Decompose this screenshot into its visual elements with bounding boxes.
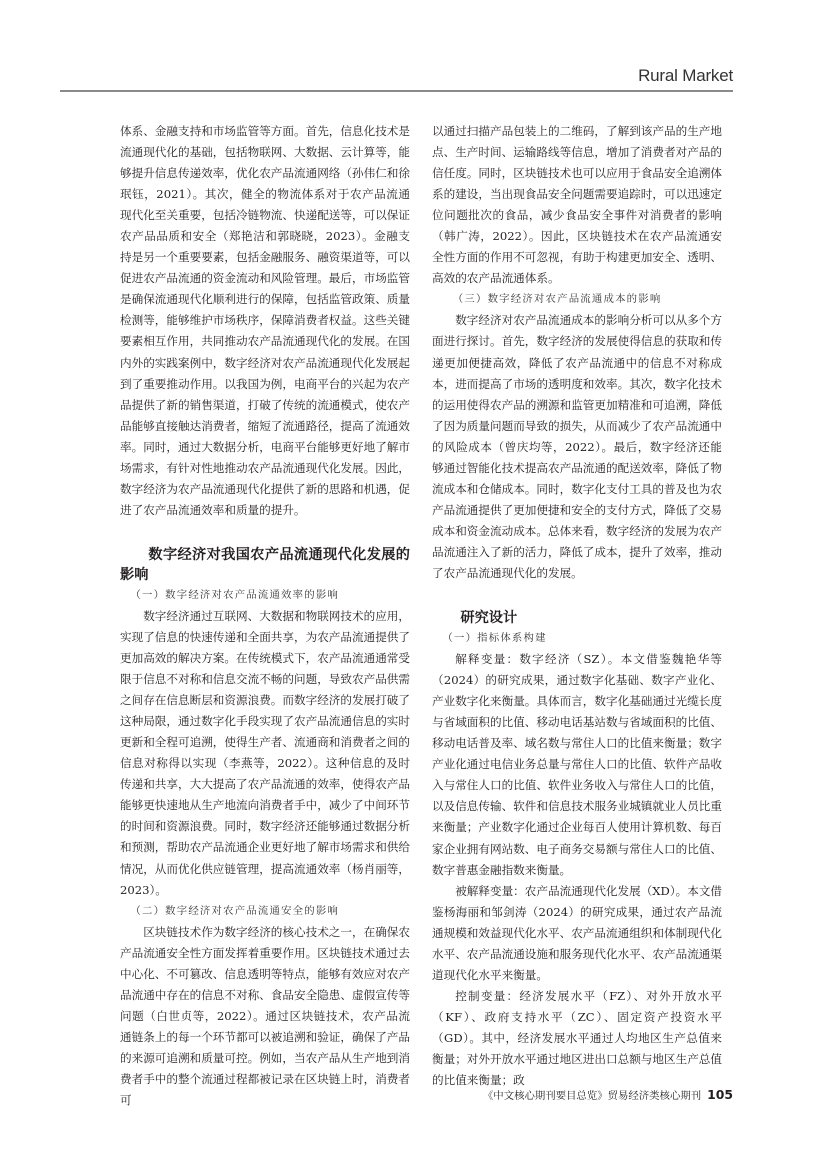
page-number: 105 [707, 1087, 733, 1102]
subsection-heading: （三）数字经济对农产品流通成本的影响 [452, 293, 662, 306]
section-heading: 数字经济对我国农产品流通现代化发展的影响 [120, 546, 410, 583]
subsection-heading: （一）指标体系构建 [442, 632, 547, 645]
body-paragraph: 以通过扫描产品包装上的二维码，了解到该产品的生产地点、生产时间、运输路线等信息，增加了消费者对产品的信任度。同时，区块链技术也可以应用于食品安全追溯体系的建设，当出现食品安全问题需要追踪时，可以迅速定位问题批次的食品，减少食品安全事件对消费者的影响（韩广涛，2022）。因此，区块链技术在农产品流通安全性方面的作用不可忽视，有助于构建更加安全、透明、高效的农产品流通体系。 [432, 124, 722, 286]
body-paragraph: 被解释变量：农产品流通现代化发展（XD）。本文借鉴杨海丽和邹剑涛（2024）的研究成果，通过农产品流通规模和效益现代化水平、农产品流通组织和体制现代化水平、农产品流通设施和服务现代化水平、农产品流通渠道现代化水平来衡量。 [432, 883, 723, 982]
body-paragraph: 控制变量：经济发展水平（FZ）、对外开放水平（KF）、政府支持水平（ZC）、固定资产投资水平（GD）。其中，经济发展水平通过人均地区生产总值来衡量；对外开放水平通过地区进出口总额与地区生产总值的比值来衡量；政 [432, 988, 722, 1088]
header-rule [60, 90, 733, 92]
footer-journal-reference: 《中文核心期刊要目总览》贸易经济类核心期刊 [482, 1090, 702, 1102]
subsection-heading: （二）数字经济对农产品流通安全的影响 [130, 904, 340, 917]
body-paragraph: 数字经济通过互联网、大数据和物联网技术的应用，实现了信息的快速传递和全面共享，为农产品流通提供了更加高效的解决方案。在传统模式下，农产品流通通常受限于信息不对称和信息交流不畅的问题，导致农产品供需之间存在信息断层和资源浪费。而数字经济的发展打破了这种局限，通过数字化手段实现了农产品流通信息的实时更新和全程可追溯，使得生产者、流通商和消费者之间的信息对称得以实现（李燕等，2022）。这种信息的及时传递和共享，大大提高了农产品流通的效率，使得农产品能够更快速地从生产地流向消费者手中，减少了中间环节的时间和资源浪费。同时，数字经济还能够通过数据分析和预测，帮助农产品流通企业更好地了解市场需求和供给情况，从而优化供应链管理，提高流通效率（杨肖丽等，2023）。 [120, 608, 410, 897]
section-heading: 研究设计 [460, 610, 518, 627]
page-footer [483, 1087, 733, 1102]
running-header-title: Rural Market [638, 66, 733, 85]
body-paragraph: 区块链技术作为数字经济的核心技术之一，在确保农产品流通安全性方面发挥着重要作用。区块链技术通过去中心化、不可篡改、信息透明等特点，能够有效应对农产品流通中存在的信息不对称、食品安全隐患、虚假宣传等问题（白世贞等，2022）。通过区块链技术，农产品流通链条上的每一个环节都可以被追溯和验证，确保了产品的来源可追溯和质量可控。例如，当农产品从生产地到消费者手中的整个流通过程都被记录在区块链上时，消费者可 [120, 924, 410, 1108]
left-column [120, 121, 410, 1111]
body-paragraph: 解释变量：数字经济（SZ）。本文借鉴魏艳华等（2024）的研究成果，通过数字化基础、数字产业化、产业数字化来衡量。具体而言，数字化基础通过光缆长度与省域面积的比值、移动电话基站数与省域面积的比值、移动电话普及率、域名数与常住人口的比值来衡量；数字产业化通过电信业务总量与常住人口的比值、软件产品收入与常住人口的比值、软件业务收入与常住人口的比值，以及信息传输、软件和信息技术服务业城镇就业人员比重来衡量；产业数字化通过企业每百人使用计算机数、每百家企业拥有网站数、电子商务交易额与常住人口的比值、数字普惠金融指数来衡量。 [432, 652, 722, 877]
body-paragraph: 数字经济对农产品流通成本的影响分析可以从多个方面进行探讨。首先，数字经济的发展使得信息的获取和传递更加便捷高效，降低了农产品流通中的信息不对称成本，进而提高了市场的透明度和效率。其次，数字化技术的运用使得农产品的溯源和监管更加精准和可追溯，降低了因为质量问题而导致的损失，从而减少了农产品流通中的风险成本（曾庆均等，2022）。最后，数字经济还能够通过智能化技术提高农产品流通的配送效率，降低了物流成本和仓储成本。同时，数字化支付工具的普及也为农产品流通提供了更加便捷和安全的支付方式，降低了交易成本和资金流动成本。总体来看，数字经济的发展为农产品流通注入了新的活力，降低了成本，提升了效率，推动了农产品流通现代化的发展。 [432, 313, 722, 580]
subsection-heading: （一）数字经济对农产品流通效率的影响 [130, 588, 340, 601]
body-paragraph: 体系、金融支持和市场监管等方面。首先，信息化技术是流通现代化的基础，包括物联网、大数据、云计算等，能够提升信息传递效率，优化农产品流通网络（孙伟仁和徐珉钰，2021）。其次，健全的物流体系对于农产品流通现代化至关重要，包括冷链物流、快递配送等，可以保证农产品品质和安全（郑艳洁和郭晓晓，2023）。金融支持是另一个重要要素，包括金融服务、融资渠道等，可以促进农产品流通的资金流动和风险管理。最后，市场监管是确保流通现代化顺利进行的保障，包括监管政策、质量检测等，能够维护市场秩序，保障消费者权益。这些关键要素相互作用，共同推动农产品流通现代化的发展。在国内外的实践案例中，数字经济对农产品流通现代化发展起到了重要推动作用。以我国为例，电商平台的兴起为农产品提供了新的销售渠道，打破了传统的流通模式，使农产品能够直接触达消费者，缩短了流通路径，提高了流通效率。同时，通过大数据分析，电商平台能够更好地了解市场需求，有针对性地推动农产品流通现代化发展。因此，数字经济为农产品流通现代化提供了新的思路和机遇，促进了农产品流通效率和质量的提升。 [120, 124, 410, 517]
right-column [432, 121, 722, 1091]
